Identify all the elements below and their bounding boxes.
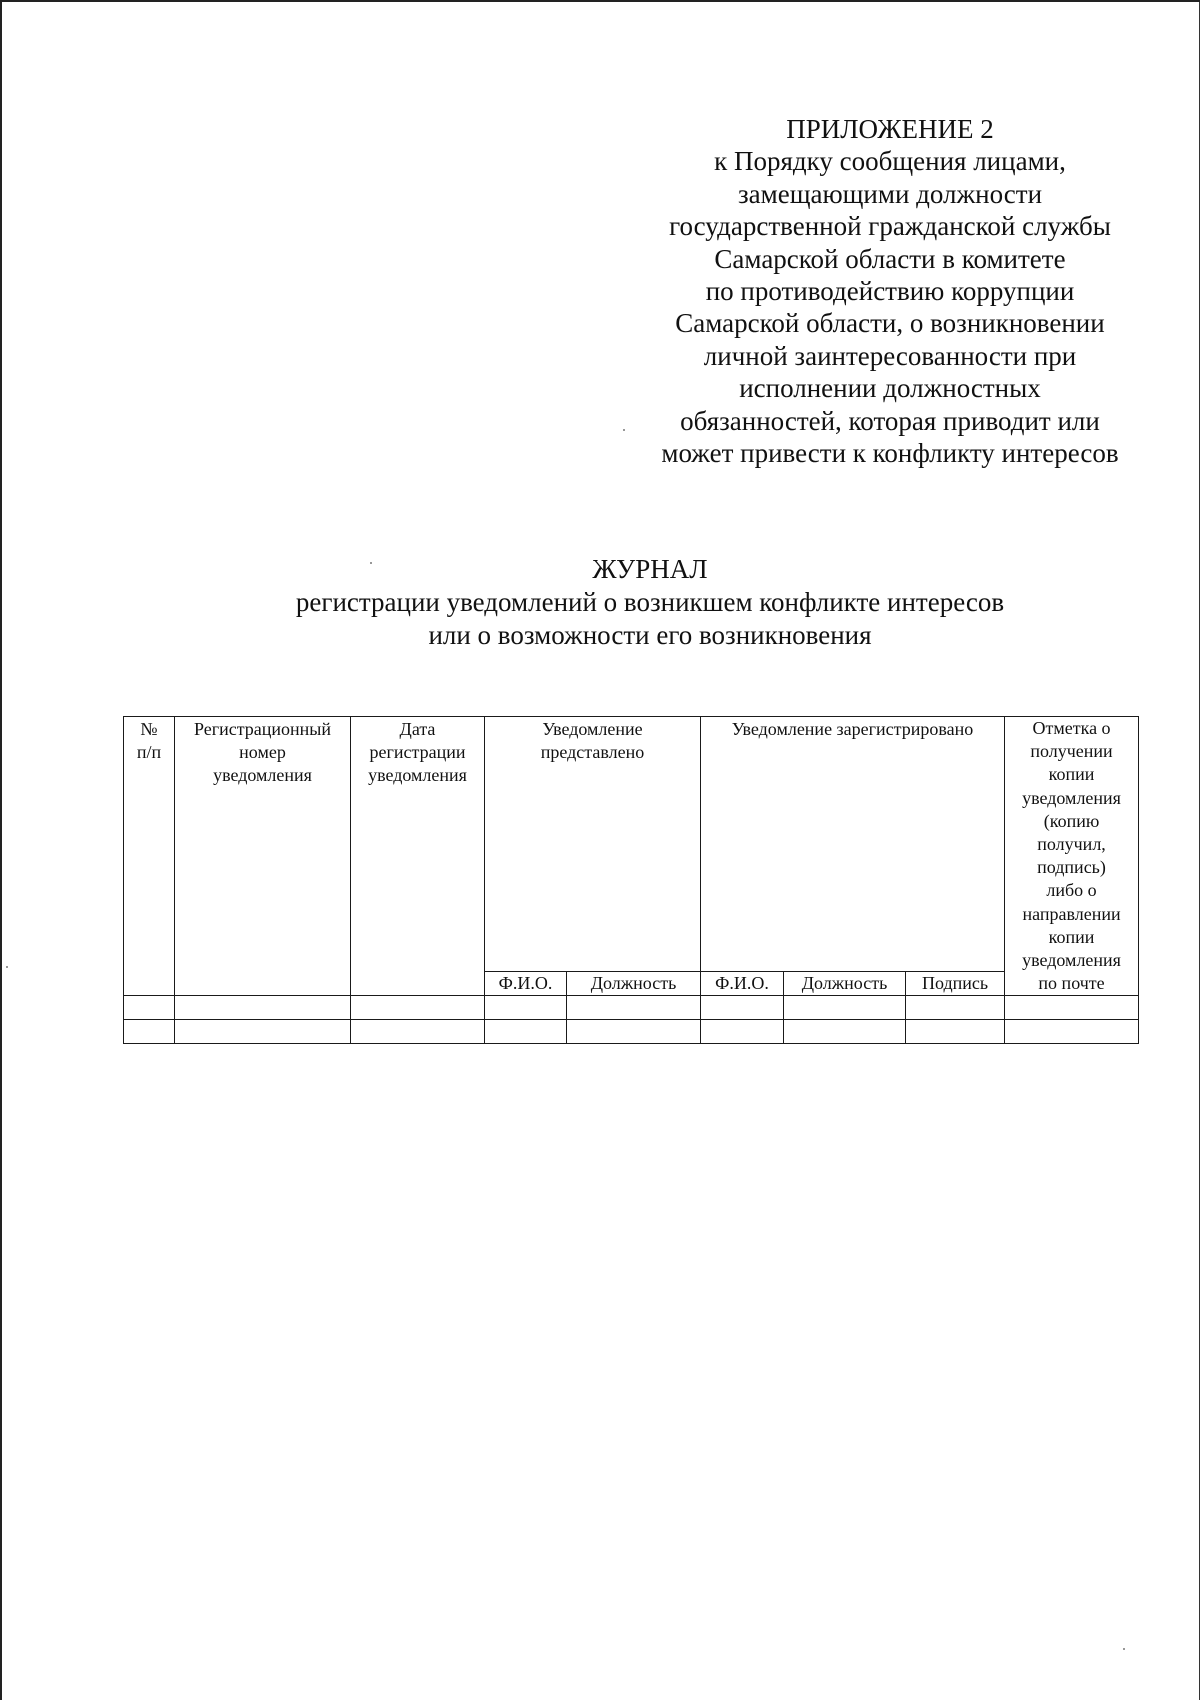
appendix-line: Самарской области, о возникновении [675,308,1105,339]
table-cell [1005,1020,1139,1044]
table-cell [124,996,175,1020]
table-cell [351,1020,485,1044]
appendix-line: исполнении должностных [739,373,1041,404]
table-row [124,996,1139,1020]
subcol-registered-signature: Подпись [906,972,1005,996]
subcol-submitted-position: Должность [567,972,701,996]
table-cell [701,996,784,1020]
table-cell [124,1020,175,1044]
col-header-number: № п/п [124,717,175,996]
scan-edge-left [0,0,2,1700]
col-header-submitted: Уведомление представлено [485,717,701,972]
table-cell [175,1020,351,1044]
appendix-heading: ПРИЛОЖЕНИЕ 2 [786,114,994,144]
table-cell [906,996,1005,1020]
appendix-line: замещающими должности [737,178,1043,209]
journal-subtitle-line: регистрации уведомлений о возникшем конфликте интересов [295,587,1005,617]
table-header-row [124,717,1139,972]
appendix-line: по противодействию коррупции [705,276,1075,307]
appendix-line: личной заинтересованности при [703,340,1077,371]
table-cell [906,1020,1005,1044]
table-cell [485,1020,567,1044]
appendix-line: может привести к конфликту интересов [661,438,1119,469]
table-cell [701,1020,784,1044]
appendix-line: Самарской области в комитете [714,243,1066,274]
scan-speck [1123,1648,1125,1650]
col-header-reg-number: Регистрационный номер уведомления [175,717,351,996]
appendix-line: государственной гражданской службы [669,211,1111,242]
table-cell [1005,996,1139,1020]
subcol-submitted-name: Ф.И.О. [485,972,567,996]
col-header-registered: Уведомление зарегистрировано [701,717,1005,972]
table-cell [784,996,906,1020]
col-header-receipt: Отметка о получении копии уведомления (копию получил, подпись) либо о направлении копии уведомления по почте [1005,717,1139,996]
table-cell [567,996,701,1020]
appendix-line: к Порядку сообщения лицами, [714,146,1066,177]
scan-speck [6,966,8,968]
journal-title-block [0,553,1200,652]
scan-speck [623,429,625,431]
table-cell [567,1020,701,1044]
register-table [123,716,1139,1044]
appendix-block [628,113,1152,469]
appendix-line: обязанностей, которая приводит или [680,405,1100,436]
table-cell [784,1020,906,1044]
subcol-registered-position: Должность [784,972,906,996]
table-cell [485,996,567,1020]
table-cell [175,996,351,1020]
journal-subtitle-line: или о возможности его возникновения [428,620,872,650]
col-header-reg-date: Дата регистрации уведомления [351,717,485,996]
scan-edge-top [0,0,1200,2]
table-cell [351,996,485,1020]
subcol-registered-name: Ф.И.О. [701,972,784,996]
journal-title: ЖУРНАЛ [592,554,708,584]
table-row [124,1020,1139,1044]
